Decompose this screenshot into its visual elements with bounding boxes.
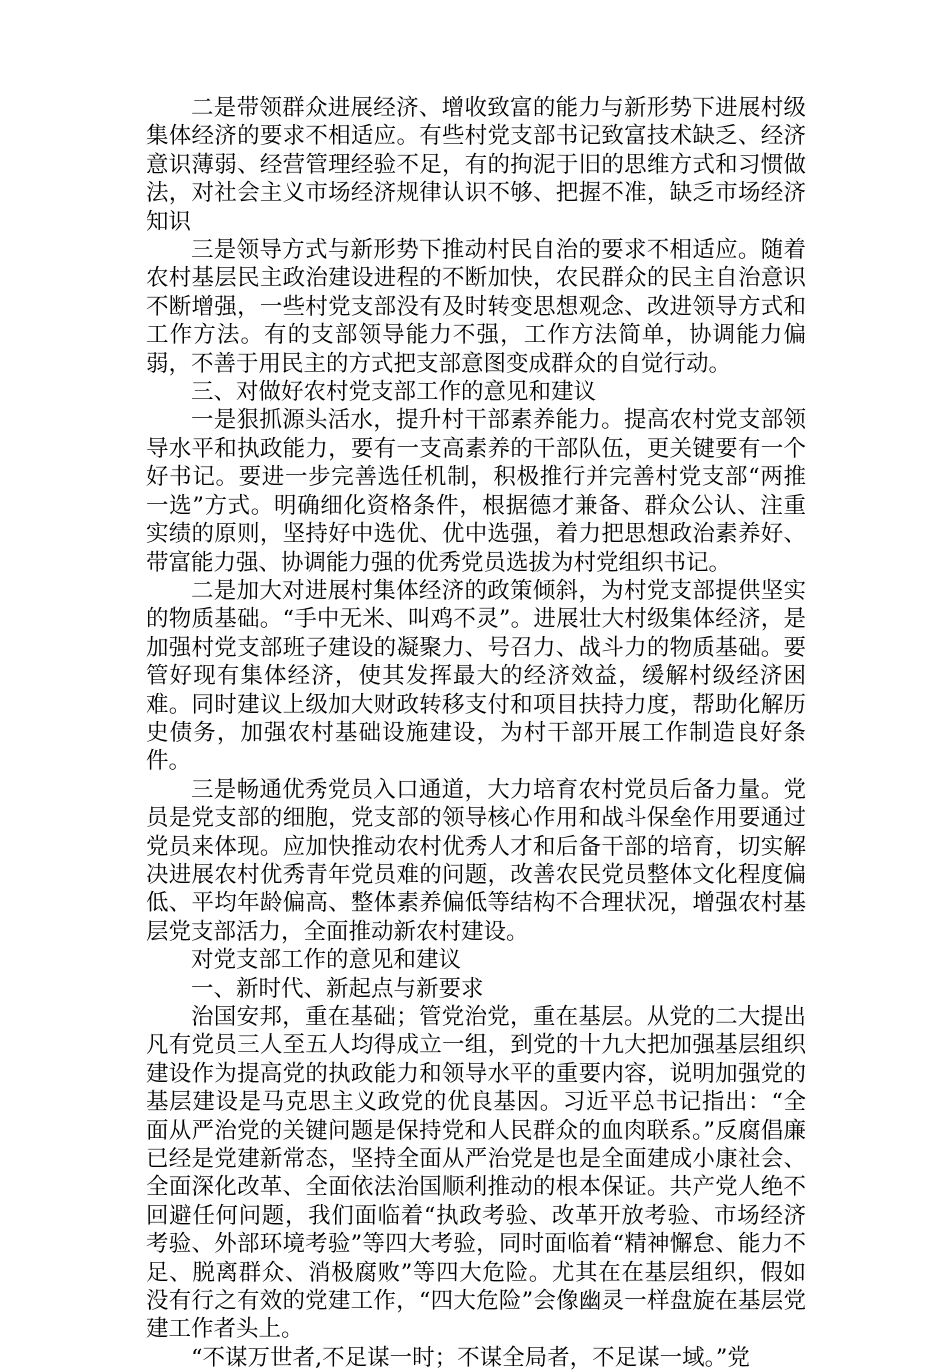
paragraph-governance: 治国安邦，重在基础；管党治党，重在基层。从党的二大提出凡有党员三人至五人均得成立一组，到党的十九大把加强基层组织建设作为提高党的执政能力和领导水平的重要内容，说明加强党的基层建设是马克思主义政党的优良基因。习近平总书记指出：“全面从严治党的关键问题是保持党和人民群众的血肉联系。”反腐倡廉已经是党建新常态，坚持全面从严治党是也是全面建成小康社会、全面深化改革、全面依法治国顺利推动的根本保证。共产党人绝不回避任何问题，我们面临着“执政考验、改革开放考验、市场经济考验、外部环境考验”等四大考验，同时面临着“精神懈怠、能力不足、脱离群众、消极腐败”等四大危险。尤其在在基层组织，假如没有行之有效的党建工作，“四大危险”会像幽灵一样盘旋在基层党建工作者头上。 — [146, 1004, 806, 1343]
paragraph-suggestion-three: 三是畅通优秀党员入口通道，大力培育农村党员后备力量。党员是党支部的细胞，党支部的领导核心作用和战斗保垒作用要通过党员来体现。应加快推动农村优秀人才和后备干部的培育，切实解决进展农村优秀青年党员难的问题，改善农民党员整体文化程度偏低、平均年龄偏高、整体素养偏低等结构不合理状况，增强农村基层党支部活力，全面推动新农村建设。 — [146, 776, 806, 945]
section-heading-suggestions: 三、对做好农村党支部工作的意见和建议 — [191, 379, 597, 406]
document-body — [146, 94, 806, 1372]
paragraph-point-two-economy: 二是带领群众进展经济、增收致富的能力与新形势下进展村级集体经济的要求不相适应。有些村党支部书记致富技术缺乏、经济意识薄弱、经营管理经验不足，有的拘泥于旧的思维方式和习惯做法，对社会主义市场经济规律认识不够、把握不准，缺乏市场经济知识 — [146, 95, 806, 235]
paragraph-point-three-leadership: 三是领导方式与新形势下推动村民自治的要求不相适应。随着农村基层民主政治建设进程的不断加快，农民群众的民主自治意识不断增强，一些村党支部没有及时转变思想观念、改进领导方式和工作方法。有的支部领导能力不强，工作方法简单，协调能力偏弱，不善于用民主的方式把支部意图变成群众的自觉行动。 — [146, 237, 806, 377]
paragraph-quote: “不谋万世者,不足谋一时；不谋全局者，不足谋一域。”党 — [191, 1344, 750, 1371]
section-heading-new-era: 一、新时代、新起点与新要求 — [191, 975, 484, 1002]
document-title: 对党支部工作的意见和建议 — [191, 947, 462, 974]
paragraph-suggestion-one: 一是狠抓源头活水，提升村干部素养能力。提高农村党支部领导水平和执政能力，要有一支高素养的干部队伍，更关键要有一个好书记。要进一步完善选任机制，积极推行并完善村党支部“两推一选”方式。明确细化资格条件，根据德才兼备、群众公认、注重实绩的原则，坚持好中选优、优中选强，着力把思想政治素养好、带富能力强、协调能力强的优秀党员选拔为村党组织书记。 — [146, 407, 806, 576]
paragraph-suggestion-two: 二是加大对进展村集体经济的政策倾斜，为村党支部提供坚实的物质基础。“手中无米、叫鸡不灵”。进展壮大村级集体经济，是加强村党支部班子建设的凝聚力、号召力、战斗力的物质基础。要管好现有集体经济，使其发挥最大的经济效益，缓解村级经济困难。同时建议上级加大财政转移支付和项目扶持力度，帮助化解历史债务，加强农村基础设施建设，为村干部开展工作制造良好条件。 — [146, 577, 806, 775]
